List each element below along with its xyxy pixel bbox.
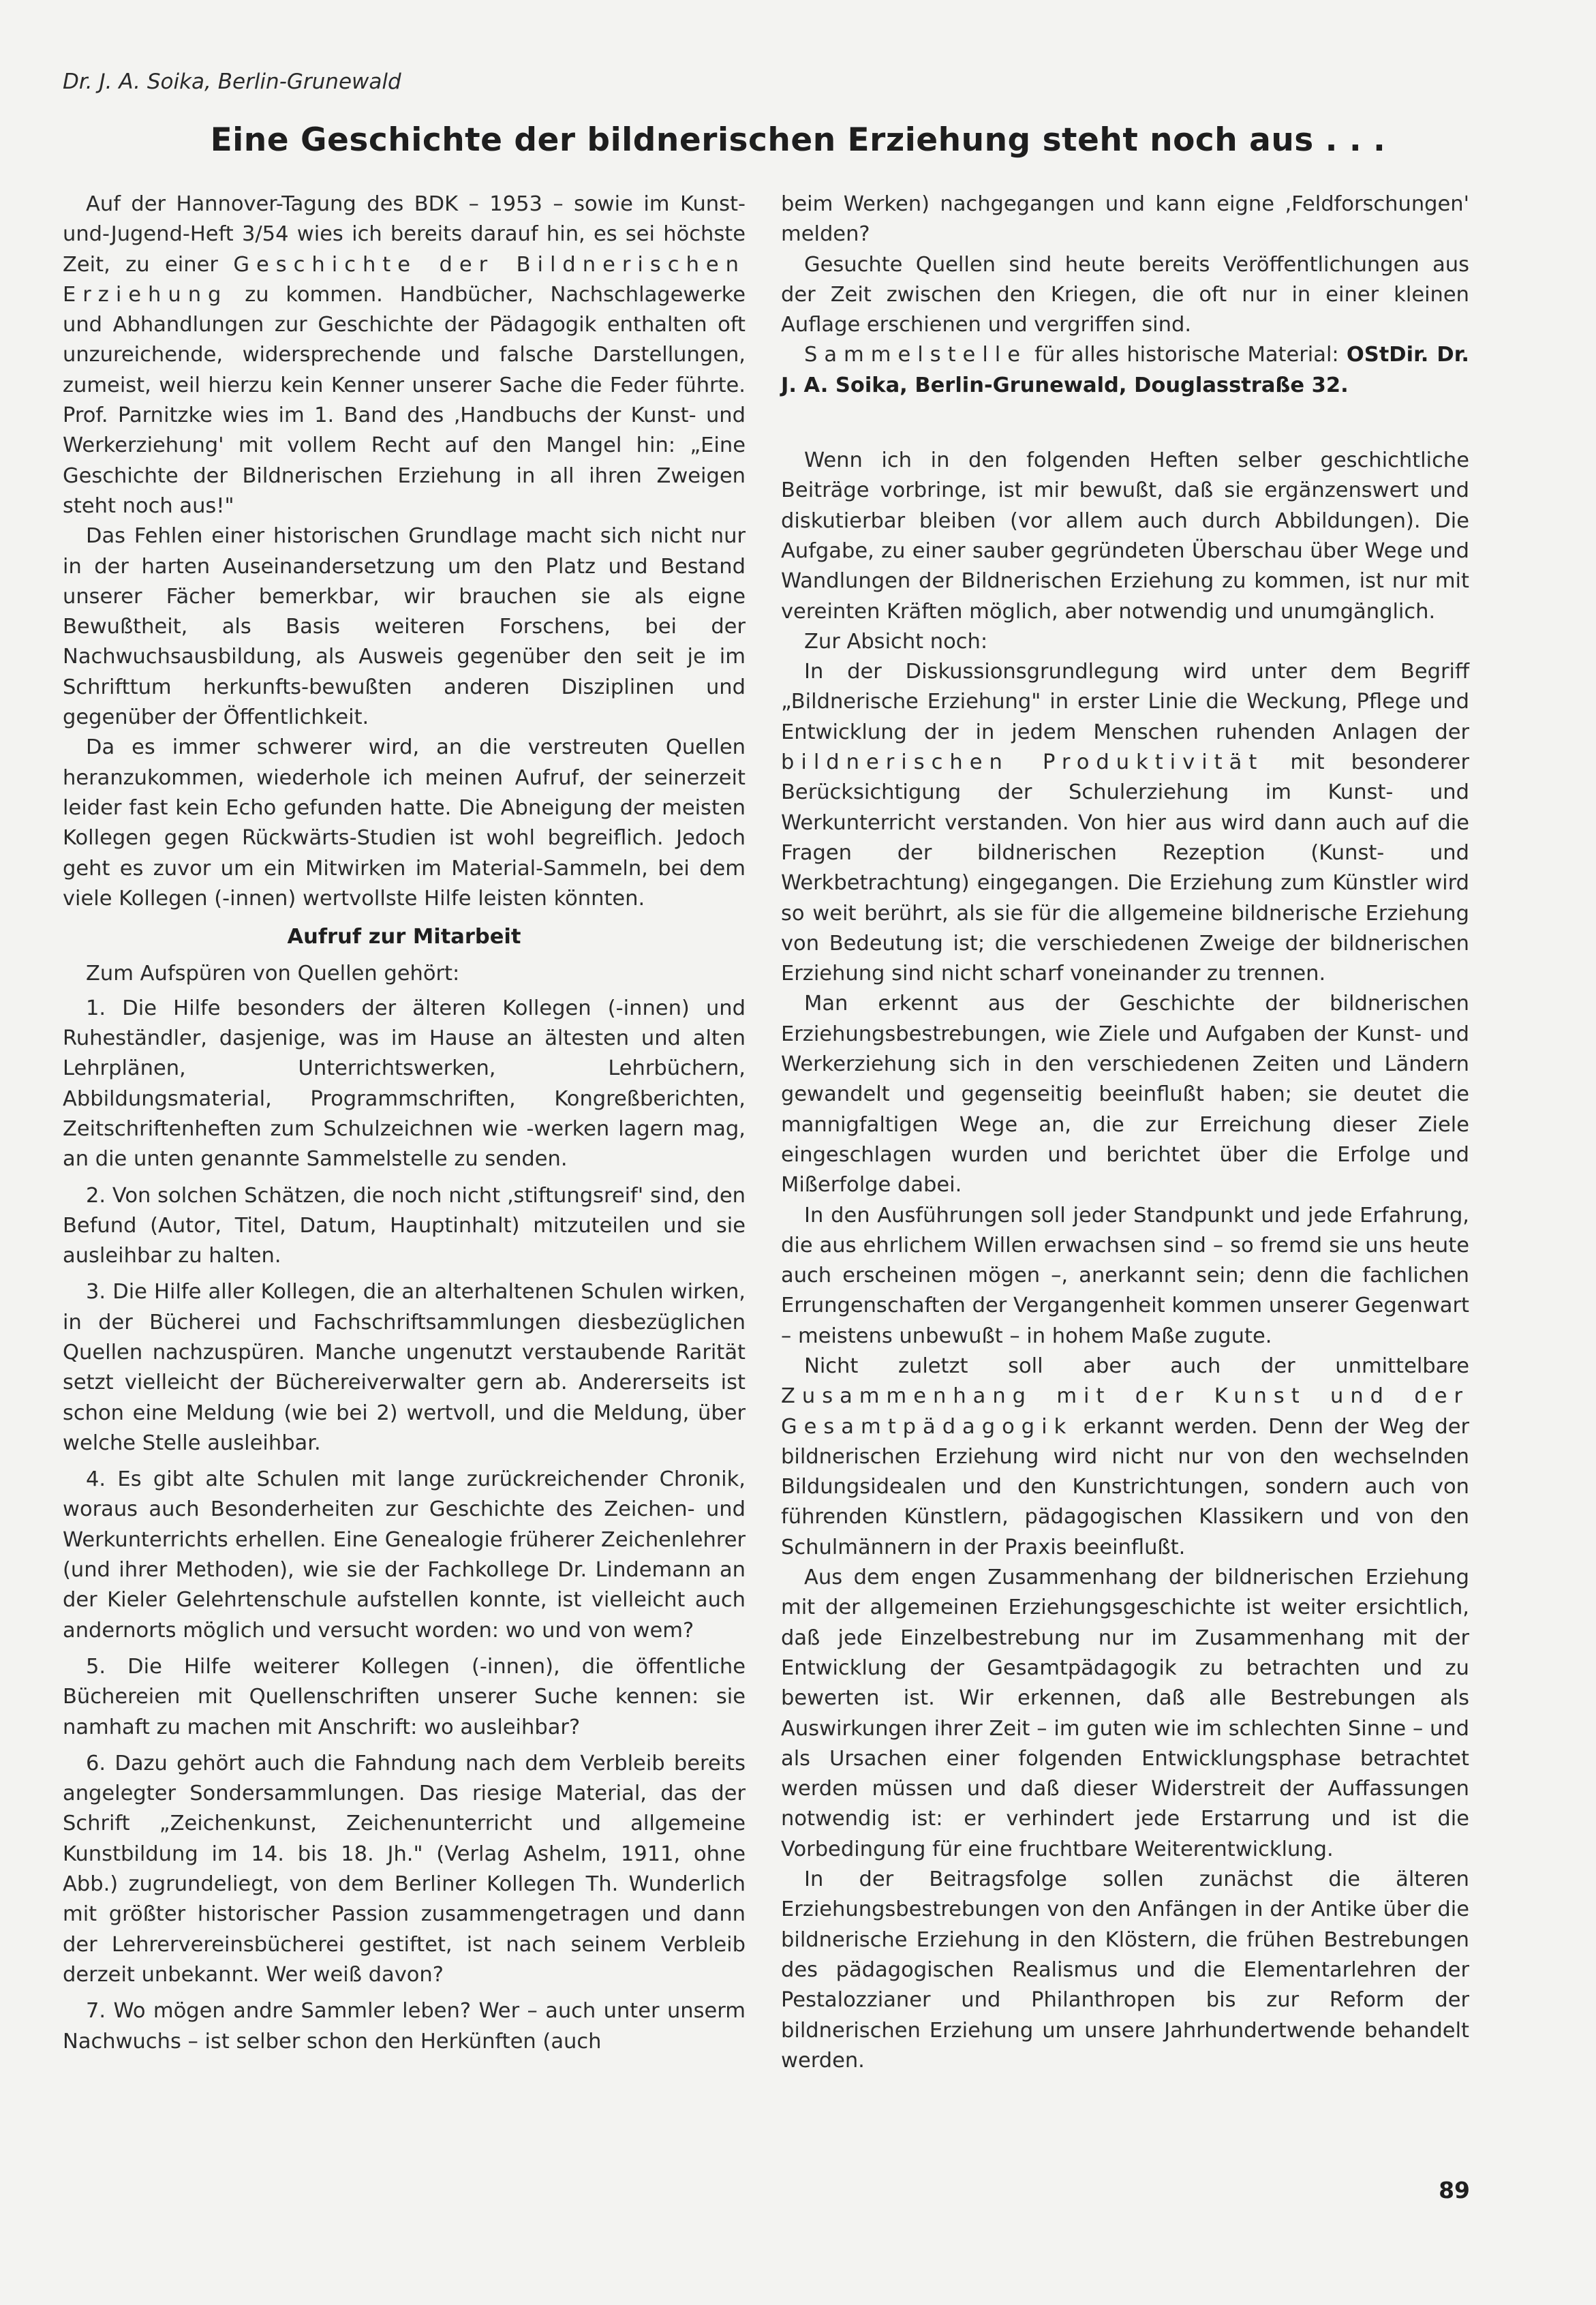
list-item: 4. Es gibt alte Schulen mit lange zurückreichender Chronik, woraus auch Besonderheiten zur Geschichte des Zeichen- und Werkunterrichts erhellen. Eine Genealogie früherer Zeichenlehrer (und ihrer Methoden), wie sie der Fachkollege Dr. Lindemann an der Kieler Gelehrtenschule aufstellen konnte, ist vielleicht auch andernorts möglich und versucht worden: wo und von wem? xyxy=(63,1467,746,1643)
collection-text: für alles historische Material: xyxy=(1027,343,1347,367)
paragraph: In den Ausführungen soll jeder Standpunkt und jede Erfahrung, die aus ehrlichem Willen erwachsen sind – so fremd sie uns heute auch erscheinen mögen –, anerkannt sein; denn die fachlichen Errungenschaften der Vergangenheit kommen unserer Gegenwart – meistens unbewußt – in hohem Maße zugute. xyxy=(781,1203,1469,1348)
text-run: Auf der Hannover-Tagung des BDK – 1953 – sowie im Kunst-und-Jugend-Heft 3/54 wies ich bereits darauf hin, es sei höchste Zeit, zu einer xyxy=(63,192,746,277)
spaced-text: Geschichte der Bildnerischen Erziehung xyxy=(63,252,746,307)
paragraph xyxy=(781,1352,1469,1563)
spaced-text: bildnerischen Produktivität xyxy=(781,750,1264,775)
left-column xyxy=(63,189,746,2057)
list-item: 5. Die Hilfe weiterer Kollegen (-innen), die öffentliche Büchereien mit Quellenschriften unserer Suche kennen: sie namhaft zu machen mit Anschrift: wo ausleihbar? xyxy=(63,1654,746,1739)
collection-address: OStDir. Dr. J. A. Soika, Berlin-Grunewald, Douglasstraße 32. xyxy=(781,343,1469,397)
spaced-text: Zusammenhang mit der Kunst und der Gesamtpädagogik xyxy=(781,1384,1469,1439)
paragraph: Gesuchte Quellen sind heute bereits Veröffentlichungen aus der Zeit zwischen den Kriegen, die oft nur in einer kleinen Auflage erschienen und vergriffen sind. xyxy=(781,252,1469,337)
paragraph: In der Beitragsfolge sollen zunächst die älteren Erziehungsbestrebungen von den Anfängen in der Antike über die bildnerische Erziehung in den Klöstern, die frühen Bestrebungen des pädagogischen Realismus und die Elementarlehren der Pestalozzianer und Philanthropen bis zur Reform der bildnerischen Erziehung um unsere Jahrhundertwende behandelt werden. xyxy=(781,1867,1469,2073)
collection-point xyxy=(781,340,1469,401)
section-heading: Aufruf zur Mitarbeit xyxy=(287,925,521,949)
text-run: mit besonderer Berücksichtigung der Schulerziehung im Kunst- und Werkunterricht verstanden. Von hier aus wird dann auch auf die Fragen der bildnerischen Rezeption (Kunst- und Werkbetrachtung) eingegangen. Die Erziehung zum Künstler wird so weit berührt, als sie für die allgemeine bildnerische Erziehung von Bedeutung ist; die verschiedenen Zweige der bildnerischen Erziehung sind nicht scharf voneinander zu trennen. xyxy=(781,750,1469,986)
paragraph: Man erkennt aus der Geschichte der bildnerischen Erziehungsbestrebungen, wie Ziele und Aufgaben der Kunst- und Werkerziehung sich in den verschiedenen Zeiten und Ländern gewandelt und gegenseitig beeinflußt haben; sie deutet die mannigfaltigen Wege an, die zur Erreichung dieser Ziele eingeschlagen wurden und berichtet über die Erfolge und Mißerfolge dabei. xyxy=(781,992,1469,1197)
collection-label: Sammelstelle xyxy=(804,343,1028,367)
list-item: 1. Die Hilfe besonders der älteren Kollegen (-innen) und Ruheständler, dasjenige, was im Hause an ältesten und alten Lehrplänen, Unterrichtswerken, Lehrbüchern, Abbildungsmaterial, Programmschriften, Kongreßberichten, Zeitschriftenheften zum Schulzeichnen wie -werken lagern mag, an die unten genannte Sammelstelle zu senden. xyxy=(63,996,746,1172)
paragraph xyxy=(781,657,1469,989)
text-run: zu kommen. Handbücher, Nachschlagewerke und Abhandlungen zur Geschichte der Pädagogik enthalten oft unzureichende, widersprechende und falsche Darstellungen, zumeist, weil hierzu kein Kenner unserer Sache die Feder führte. Prof. Parnitzke wies im 1. Band des ‚Handbuchs der Kunst- und Werkerziehung' mit vollem Recht auf den Mangel hin: „Eine Geschichte der Bildnerischen Erziehung in all ihren Zweigen steht noch aus!" xyxy=(63,282,746,518)
author-line: Dr. J. A. Soika, Berlin-Grunewald xyxy=(63,70,401,94)
paragraph: Zur Absicht noch: xyxy=(804,629,988,654)
text-run: erkannt werden. Denn der Weg der bildnerischen Erziehung wird nicht nur von den wechselnden Bildungsidealen und den Kunstrichtungen, sondern auch von führenden Künstlern, pädagogischen Klassikern und von den Schulmännern in der Praxis beeinflußt. xyxy=(781,1414,1469,1559)
paragraph: Wenn ich in den folgenden Heften selber geschichtliche Beiträge vorbringe, ist mir bewußt, daß sie ergänzenswert und diskutierbar bleiben (vor allem auch durch Abbildungen). Die Aufgabe, zu einer sauber gegründeten Überschau über Wege und Wandlungen der Bildnerischen Erziehung zu kommen, ist nur mit vereinten Kräften möglich, aber notwendig und unumgänglich. xyxy=(781,448,1469,624)
text-run: Nicht zuletzt soll aber auch der unmittelbare xyxy=(804,1354,1469,1378)
paragraph: beim Werken) nachgegangen und kann eigne ‚Feldforschungen' melden? xyxy=(781,192,1469,247)
list-item: 7. Wo mögen andre Sammler leben? Wer – auch unter unserm Nachwuchs – ist selber schon den Herkünften (auch xyxy=(63,1999,746,2054)
text-run: In der Diskussionsgrundlegung wird unter dem Begriff „Bildnerische Erziehung" in erster Linie die Weckung, Pflege und Entwicklung der in jedem Menschen ruhenden Anlagen der xyxy=(781,660,1469,744)
list-item: 3. Die Hilfe aller Kollegen, die an alterhaltenen Schulen wirken, in der Bücherei und Fachschriftsammlungen diesbezüglichen Quellen nachzuspüren. Manche ungenutzt verstaubende Rarität setzt vielleicht der Büchereiverwalter gern ab. Andererseits ist schon eine Meldung (wie bei 2) wertvoll, und die Meldung, über welche Stelle ausleihbar. xyxy=(63,1280,746,1455)
right-column xyxy=(781,189,1469,2076)
list-item: 6. Dazu gehört auch die Fahndung nach dem Verbleib bereits angelegter Sondersammlungen. Das riesige Material, das der Schrift „Zeichenkunst, Zeichenunterricht und allgemeine Kunstbildung im 14. bis 18. Jh." (Verlag Ashelm, 1911, ohne Abb.) zugrundeliegt, von dem Berliner Kollegen Th. Wunderlich mit größter historischer Passion zusammengetragen und dann der Lehrervereinsbücherei gestiftet, ist nach seinem Verbleib derzeit unbekannt. Wer weiß davon? xyxy=(63,1751,746,1987)
paragraph: Das Fehlen einer historischen Grundlage macht sich nicht nur in der harten Auseinandersetzung um den Platz und Bestand unserer Fächer bemerkbar, wir brauchen sie als eigne Bewußtheit, als Basis weiteren Forschens, bei der Nachwuchsausbildung, als Ausweis gegenüber den seit je im Schrifttum herkunfts-bewußten anderen Disziplinen und gegenüber der Öffentlichkeit. xyxy=(63,524,746,730)
article-title: Eine Geschichte der bildnerischen Erziehung steht noch aus . . . xyxy=(210,121,1386,159)
paragraph: Da es immer schwerer wird, an die verstreuten Quellen heranzukommen, wiederhole ich meinen Aufruf, der seinerzeit leider fast kein Echo gefunden hatte. Die Abneigung der meisten Kollegen gegen Rückwärts-Studien ist wohl begreiflich. Jedoch geht es zuvor um ein Mitwirken im Material-Sammeln, bei dem viele Kollegen (-innen) wertvollste Hilfe leisten könnten. xyxy=(63,735,746,911)
list-intro: Zum Aufspüren von Quellen gehört: xyxy=(86,962,460,986)
paragraph xyxy=(63,189,746,521)
list-item: 2. Von solchen Schätzen, die noch nicht ‚stiftungsreif' sind, den Befund (Autor, Titel, Datum, Hauptinhalt) mitzuteilen und sie ausleihbar zu halten. xyxy=(63,1183,746,1268)
page-number: 89 xyxy=(1439,2177,1470,2203)
paragraph: Aus dem engen Zusammenhang der bildnerischen Erziehung mit der allgemeinen Erziehungsgeschichte ist weiter ersichtlich, daß jede Einzelbestrebung nur im Zusammenhang mit der Entwicklung der Gesamtpädagogik zu betrachten und zu bewerten ist. Wir erkennen, daß alle Bestrebungen als Auswirkungen ihrer Zeit – im guten wie im schlechten Sinne – und als Ursachen einer folgenden Entwicklungsphase betrachtet werden müssen und daß dieser Widerstreit der Auffassungen notwendig ist: er verhindert jede Erstarrung und ist die Vorbedingung für eine fruchtbare Weiterentwicklung. xyxy=(781,1566,1469,1861)
